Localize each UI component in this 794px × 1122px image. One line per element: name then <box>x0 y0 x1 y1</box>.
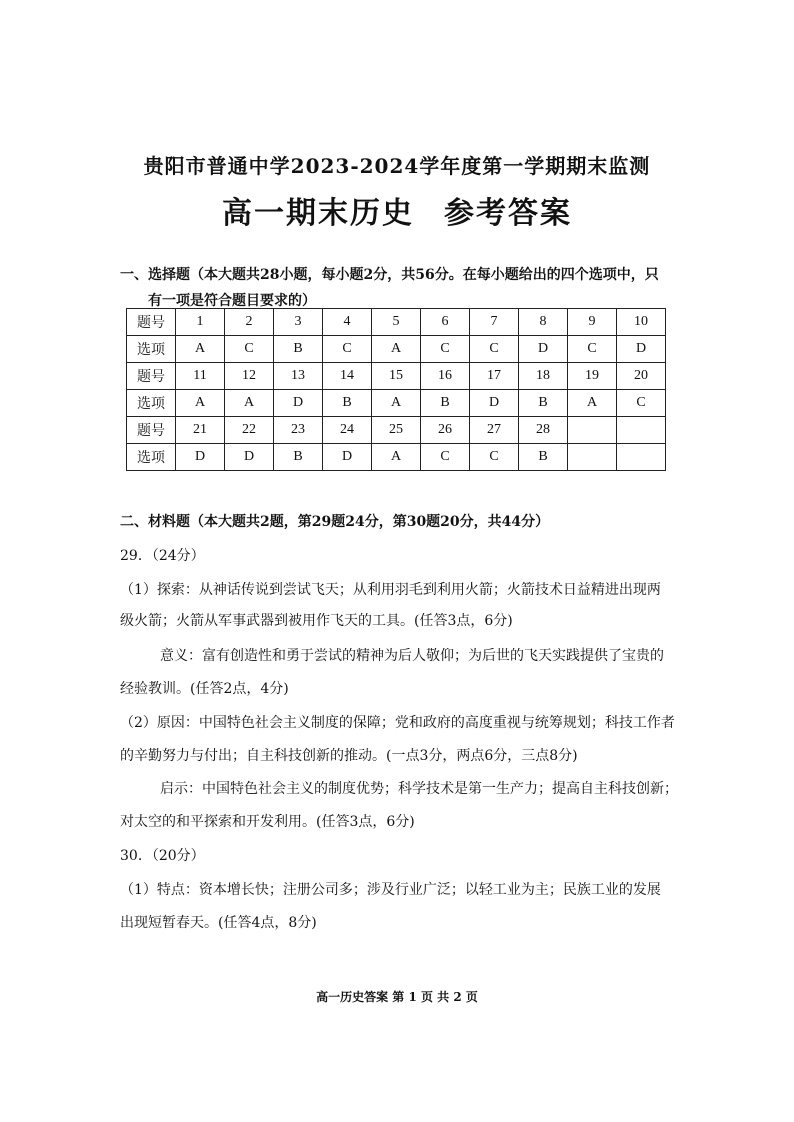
answer-table <box>126 308 666 471</box>
row-label: 题号 <box>127 417 176 444</box>
exam-title: 贵阳市普通中学2023-2024学年度第一学期期末监测 <box>143 154 651 178</box>
answer-table-cell: 4 <box>323 309 372 336</box>
answer-table-cell: 10 <box>617 309 666 336</box>
answer-table-cell: 3 <box>274 309 323 336</box>
section1-heading-line1: 一、选择题（本大题共28小题，每小题2分，共56分。在每小题给出的四个选项中，只 <box>120 267 659 283</box>
answer-table-cell: A <box>176 390 225 417</box>
answer-table-cell: 16 <box>421 363 470 390</box>
answer-table-cell: 7 <box>470 309 519 336</box>
answer-table-cell: B <box>519 444 568 471</box>
q29-p1-line2: 级火箭；火箭从军事武器到被用作飞天的工具。(任答3点，6分) <box>120 613 513 629</box>
answer-table-cell: 2 <box>225 309 274 336</box>
subject-title <box>0 188 794 232</box>
answer-table-cell <box>568 417 617 444</box>
answer-table-cell: B <box>421 390 470 417</box>
row-label: 题号 <box>127 309 176 336</box>
q29-p3-line2: 的辛勤努力与付出；自主科技创新的推动。(一点3分，两点6分，三点8分) <box>120 748 578 764</box>
answer-table-cell: 13 <box>274 363 323 390</box>
q29-p2-line2: 经验教训。(任答2点，4分) <box>120 681 289 697</box>
answer-table-cell: D <box>323 444 372 471</box>
answer-table-cell: A <box>568 390 617 417</box>
q29-p4-line2: 对太空的和平探索和开发利用。(任答3点，6分) <box>120 814 415 830</box>
row-label: 选项 <box>127 444 176 471</box>
answer-table-cell: 19 <box>568 363 617 390</box>
section2-heading: 二、材料题（本大题共2题，第29题24分，第30题20分，共44分） <box>120 514 550 530</box>
answer-table-cell: B <box>274 444 323 471</box>
answer-table-cell: A <box>372 336 421 363</box>
q30-p1-line2: 出现短暂春天。(任答4点，8分) <box>120 915 317 931</box>
answer-table-cell: A <box>225 390 274 417</box>
answer-table-cell: 11 <box>176 363 225 390</box>
subject-name: 高一期末历史 <box>222 196 414 231</box>
answer-table-row <box>127 390 666 417</box>
answer-table-cell: B <box>323 390 372 417</box>
answer-table-cell: D <box>470 390 519 417</box>
answer-table-cell: 27 <box>470 417 519 444</box>
answer-table-cell: 25 <box>372 417 421 444</box>
answer-table-cell: 1 <box>176 309 225 336</box>
row-label: 选项 <box>127 336 176 363</box>
answer-table-cell: C <box>617 390 666 417</box>
answer-table-cell: 21 <box>176 417 225 444</box>
answer-table-cell <box>617 417 666 444</box>
q29-heading: 29．（24分） <box>120 548 205 564</box>
answer-table-cell: C <box>323 336 372 363</box>
section1-heading <box>120 262 680 314</box>
answer-table-cell: 8 <box>519 309 568 336</box>
answer-table-row <box>127 444 666 471</box>
answer-table-cell: B <box>519 390 568 417</box>
answer-table-cell <box>568 444 617 471</box>
answer-table-cell: 6 <box>421 309 470 336</box>
answer-table-cell: 24 <box>323 417 372 444</box>
answer-table-cell: C <box>470 336 519 363</box>
answer-table-row <box>127 363 666 390</box>
answer-table-cell: D <box>617 336 666 363</box>
answer-table-cell: B <box>274 336 323 363</box>
answer-table-cell: 15 <box>372 363 421 390</box>
answer-table-cell: 12 <box>225 363 274 390</box>
answer-table-cell: 20 <box>617 363 666 390</box>
answer-table-cell: A <box>176 336 225 363</box>
answer-table-cell: 22 <box>225 417 274 444</box>
answer-table-cell: C <box>421 336 470 363</box>
q29-p1-line1: （1）探索：从神话传说到尝试飞天；从利用羽毛到利用火箭；火箭技术日益精进出现两 <box>120 582 661 598</box>
row-label: 题号 <box>127 363 176 390</box>
answer-table-cell: C <box>470 444 519 471</box>
answer-table-cell: C <box>568 336 617 363</box>
answer-table-cell: D <box>519 336 568 363</box>
answer-table-cell: 23 <box>274 417 323 444</box>
q30-heading: 30．（20分） <box>120 848 205 864</box>
row-label: 选项 <box>127 390 176 417</box>
answer-table-cell: 28 <box>519 417 568 444</box>
answer-table-cell: 5 <box>372 309 421 336</box>
answer-table-cell: 17 <box>470 363 519 390</box>
answer-table-cell <box>617 444 666 471</box>
q29-p2-line1: 意义：富有创造性和勇于尝试的精神为后人敬仰；为后世的飞天实践提供了宝贵的 <box>160 648 664 664</box>
answer-table-cell: C <box>421 444 470 471</box>
answer-table-cell: 18 <box>519 363 568 390</box>
q30-p1-line1: （1）特点：资本增长快；注册公司多；涉及行业广泛；以轻工业为主；民族工业的发展 <box>120 882 661 898</box>
q29-p4-line1: 启示：中国特色社会主义的制度优势；科学技术是第一生产力；提高自主科技创新； <box>160 781 678 797</box>
answer-table-row <box>127 417 666 444</box>
answer-table-cell: A <box>372 444 421 471</box>
answer-table-row <box>127 309 666 336</box>
answer-key-label: 参考答案 <box>444 196 572 231</box>
answer-table-cell: A <box>372 390 421 417</box>
answer-table-cell: 26 <box>421 417 470 444</box>
answer-table-cell: 14 <box>323 363 372 390</box>
q29-p3-line1: （2）原因：中国特色社会主义制度的保障；党和政府的高度重视与统筹规划；科技工作者 <box>120 715 675 731</box>
section1-heading-line2: 有一项是符合题目要求的） <box>148 293 316 309</box>
answer-table-cell: 9 <box>568 309 617 336</box>
answer-table-cell: D <box>176 444 225 471</box>
answer-table-cell: D <box>274 390 323 417</box>
answer-table-cell: C <box>225 336 274 363</box>
answer-table-cell: D <box>225 444 274 471</box>
page-footer: 高一历史答案 第 1 页 共 2 页 <box>316 990 478 1004</box>
answer-table-row <box>127 336 666 363</box>
